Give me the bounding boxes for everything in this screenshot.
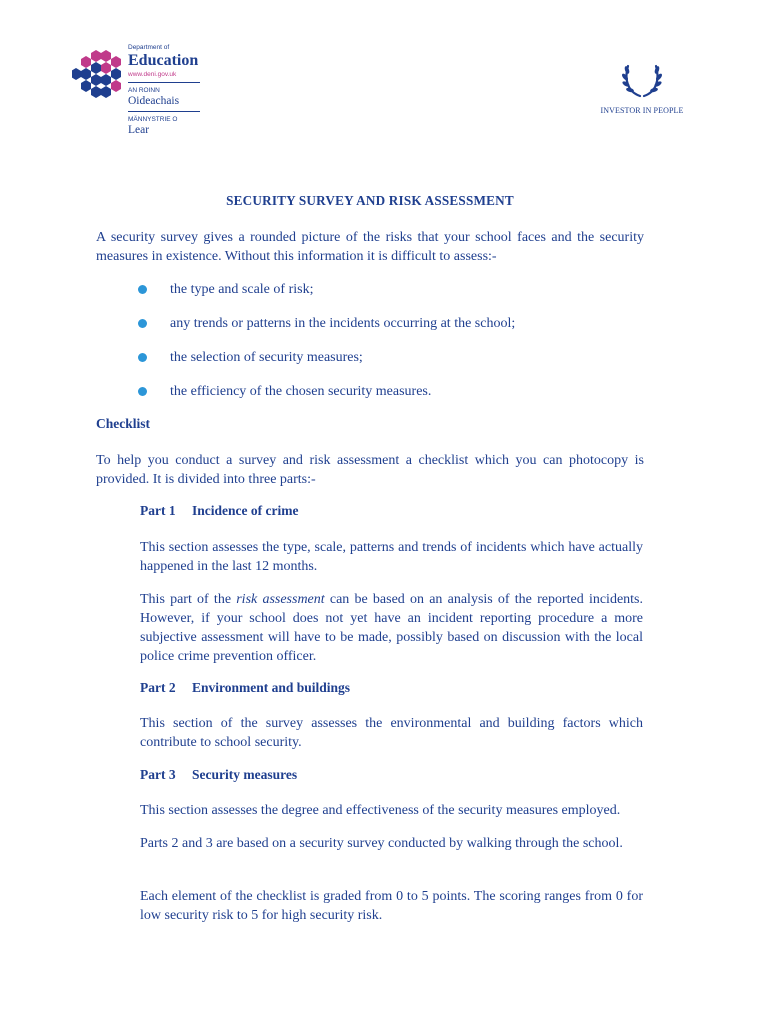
part-2-paragraph-1: This section of the survey assesses the environmental and building factors which contribute to school security. — [140, 716, 643, 750]
part-1-heading — [140, 503, 298, 519]
risk-assessment-emphasis: risk assessment — [236, 592, 325, 607]
bullet-icon — [138, 285, 147, 294]
part-3-heading — [140, 767, 297, 783]
part-2-heading — [140, 680, 350, 696]
department-of-label: Department of — [128, 44, 170, 51]
department-name: Education — [128, 52, 199, 69]
text-run: can be based on an analysis of the reported incidents. However, if your school does not yet have an incident reporting procedure a more subjective assessment will have to be made, possibly based on discussion with the local police crime prevention officer. — [140, 592, 643, 664]
logo-divider-2 — [128, 111, 200, 112]
part-3-paragraph-2: Parts 2 and 3 are based on a security survey conducted by walking through the school. — [140, 836, 623, 851]
intro-paragraph: A security survey gives a rounded picture of the risks that your school faces and the security measures in existence. Without this information it is difficult to assess:- — [96, 230, 644, 264]
part-title: Incidence of crime — [192, 503, 299, 518]
bullet-text: the type and scale of risk; — [170, 282, 314, 297]
part-title: Security measures — [192, 767, 298, 782]
bullet-icon — [138, 387, 147, 396]
logo-divider — [128, 82, 200, 83]
bullet-text: the selection of security measures; — [170, 350, 363, 365]
irish-name: Oideachais — [128, 95, 180, 107]
bullet-text: any trends or patterns in the incidents occurring at the school; — [170, 316, 516, 331]
part-1-paragraph-2 — [140, 590, 643, 666]
part-number: Part 3 — [140, 767, 176, 782]
bullet-text: the efficiency of the chosen security measures. — [170, 384, 432, 399]
document-title: SECURITY SURVEY AND RISK ASSESSMENT — [226, 193, 514, 208]
investor-in-people-label: INVESTOR IN PEOPLE — [600, 106, 684, 115]
hexagon-cluster-icon — [72, 48, 124, 100]
irish-small-label: AN ROINN — [128, 87, 160, 94]
department-of-education-logo — [72, 44, 212, 154]
ulster-name: Lear — [128, 124, 150, 136]
text-run: This part of the — [140, 592, 237, 607]
bullet-icon — [138, 353, 147, 362]
department-name-block — [128, 44, 212, 137]
part-title: Environment and buildings — [192, 680, 351, 695]
part-1-paragraph-1: This section assesses the type, scale, patterns and trends of incidents which have actually happened in the last 12 months. — [140, 540, 643, 574]
checklist-intro: To help you conduct a survey and risk assessment a checklist which you can photocopy is provided. It is divided into three parts:- — [96, 453, 644, 487]
investor-in-people-logo — [592, 56, 692, 115]
bullet-icon — [138, 319, 147, 328]
checklist-heading: Checklist — [96, 416, 150, 431]
part-3-paragraph-1: This section assesses the degree and effectiveness of the security measures employed. — [140, 803, 621, 818]
laurel-wreath-icon — [620, 56, 664, 100]
part-number: Part 1 — [140, 503, 176, 518]
part-3-paragraph-3: Each element of the checklist is graded from 0 to 5 points. The scoring ranges from 0 for low security risk to 5 for high security risk. — [140, 889, 643, 923]
ulster-small-label: MÄNNYSTRIE O — [128, 116, 178, 123]
part-number: Part 2 — [140, 680, 176, 695]
department-url[interactable]: www.deni.gov.uk — [128, 71, 177, 78]
